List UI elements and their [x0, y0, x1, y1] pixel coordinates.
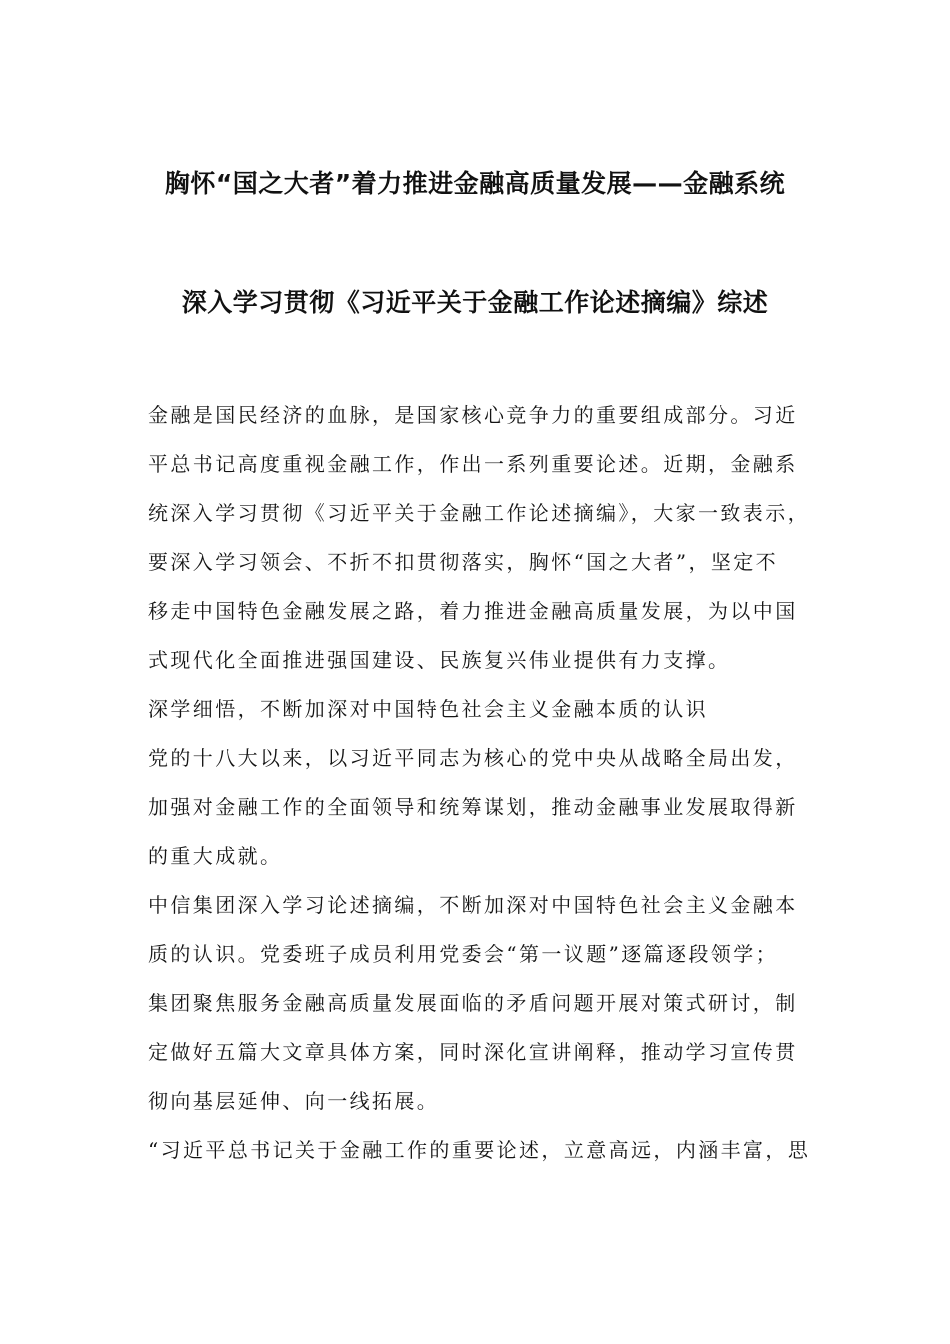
title-line-1: 胸怀“国之大者”着力推进金融高质量发展——金融系统 — [164, 169, 786, 198]
text-line: 平总书记高度重视金融工作，作出一系列重要论述。近期，金融系 — [148, 452, 798, 476]
text-line: 式现代化全面推进强国建设、民族复兴伟业提供有力支撑。 — [148, 648, 731, 672]
title-line-2: 深入学习贯彻《习近平关于金融工作论述摘编》综述 — [181, 288, 769, 317]
text-line: 集团聚焦服务金融高质量发展面临的矛盾问题开展对策式研讨，制 — [148, 991, 798, 1015]
text-line: “习近平总书记关于金融工作的重要论述，立意高远，内涵丰富，思 — [148, 1138, 811, 1162]
text-line: 质的认识。党委班子成员利用党委会“第一议题”逐篇逐段领学； — [148, 942, 779, 966]
text-line: 定做好五篇大文章具体方案，同时深化宣讲阐释，推动学习宣传贯 — [148, 1040, 798, 1064]
text-line: 要深入学习领会、不折不扣贯彻落实，胸怀“国之大者”，坚定不 — [148, 550, 779, 574]
text-line: 彻向基层延伸、向一线拓展。 — [148, 1089, 440, 1113]
section-heading: 深学细悟，不断加深对中国特色社会主义金融本质的认识 — [148, 697, 708, 721]
text-line: 中信集团深入学习论述摘编，不断加深对中国特色社会主义金融本 — [148, 893, 798, 917]
text-line: 金融是国民经济的血脉，是国家核心竞争力的重要组成部分。习近 — [148, 403, 798, 427]
text-line: 加强对金融工作的全面领导和统筹谋划，推动金融事业发展取得新 — [148, 795, 798, 819]
text-line: 的重大成就。 — [148, 844, 283, 868]
text-line: 统深入学习贯彻《习近平关于金融工作论述摘编》，大家一致表示， — [148, 501, 810, 525]
text-line: 移走中国特色金融发展之路，着力推进金融高质量发展，为以中国 — [148, 599, 798, 623]
text-line: 党的十八大以来，以习近平同志为核心的党中央从战略全局出发， — [148, 746, 798, 770]
body-text — [148, 398, 813, 1182]
